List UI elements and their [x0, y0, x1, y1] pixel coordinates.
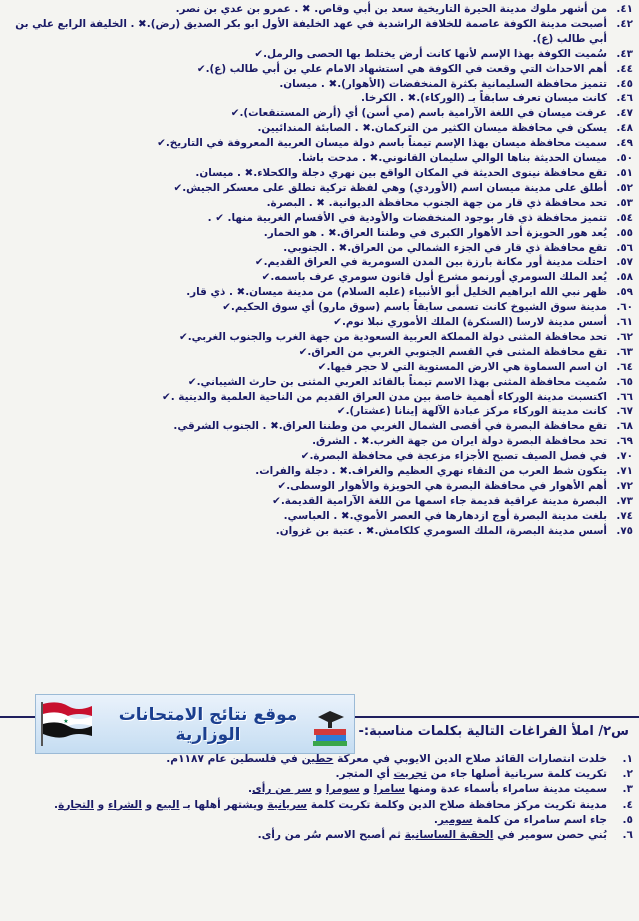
sentence-fragment: خلدت انتصارات القائد صلاح الدين الايوبي في معركة [333, 753, 607, 765]
item-number: ٦٨. [616, 420, 633, 433]
sentence-fragment: ويشتهر أهلها بـ [179, 798, 268, 811]
answer-word: سامرا [373, 783, 405, 796]
list-item [5, 449, 633, 464]
list-item [5, 196, 633, 211]
answer-word: التجارة [58, 798, 94, 811]
item-text: ان اسم السماوة هي الارض المستوية التي لا حجر فيها.✔ [317, 360, 607, 373]
sentence-fragment: و [311, 783, 326, 796]
item-text: عرفت ميسان في اللغة الآرامية باسم (مي أسن) أي (أرض المستنقعات).✔ [230, 107, 607, 120]
site-banner[interactable] [35, 694, 355, 754]
item-text: تتميز محافظة ذي قار بوجود المنخفضات والأودية في الأقسام الغربية منها. ✔ . [207, 211, 607, 224]
sentence-fragment: و [93, 798, 108, 811]
item-number: ٤٤. [616, 62, 633, 75]
sentence-fragment: جاء اسم سامراء من كلمة [472, 813, 607, 826]
list-item [5, 813, 633, 828]
item-text: مدينة سوق الشيوخ كانت تسمى سابقاً باسم (سوق مارو) أي سوق الحكيم.✔ [222, 301, 607, 314]
item-number: ٥. [622, 813, 633, 826]
item-number: ٤. [622, 798, 633, 811]
banner-title: موقع نتائج الامتحانات الوزارية [118, 705, 298, 745]
list-item [5, 17, 633, 47]
item-number: ٤٣. [616, 47, 633, 60]
list-item [5, 782, 633, 797]
item-number: ٥٥. [616, 226, 633, 239]
answer-word: سومير [437, 813, 473, 826]
item-number: ٥٤. [616, 211, 633, 224]
answer-word: تجريت [393, 768, 427, 781]
list-item [5, 767, 633, 782]
list-item [5, 77, 633, 92]
item-text: سميت محافظة ميسان بهذا الإسم تيمناً باسم دولة ميسان العربية المعروفة في التاريخ.✔ [157, 137, 607, 150]
list-item [5, 509, 633, 524]
list-item [5, 375, 633, 390]
question-2-title: س٢/ املأ الفراغات التالية بكلمات مناسبة:- [358, 724, 629, 739]
sentence-fragment: تكريت كلمة سريانية أصلها جاء من [426, 768, 607, 781]
list-item [5, 255, 633, 270]
list-item [5, 524, 633, 539]
list-item [5, 166, 633, 181]
list-item [5, 226, 633, 241]
item-number: ٥٢. [616, 181, 633, 194]
list-item [5, 121, 633, 136]
answer-word: الشراء [107, 798, 142, 811]
sentence-fragment: . [433, 813, 438, 826]
item-text: أهم الاحداث التي وقعت في الكوفة هي استشهاد الامام علي بن أبي طالب (ع).✔ [196, 62, 607, 75]
item-number: ٥٦. [616, 241, 633, 254]
item-text: أسس مدينة البصرة، الملك السومري كلكامش.✖ . عتبة بن غزوان. [275, 524, 607, 537]
item-text [5, 828, 607, 843]
item-number: ٦٧. [616, 405, 633, 418]
item-text: يُعد هور الحويزة أحد الأهوار الكبرى في وطننا العراق.✖ . هو الحمار. [263, 226, 607, 239]
item-number: ٥٩. [616, 286, 633, 299]
sentence-fragment: مدينة تكريت مركز محافظة صلاح الدين وكلمة تكريت كلمة [307, 798, 607, 811]
item-text: تقع محافظة البصرة في أقصى الشمال الغربي من وطننا العراق.✖ . الجنوب الشرقي. [173, 420, 607, 433]
item-number: ٦٩. [616, 435, 633, 448]
item-number: ٦٣. [616, 345, 633, 358]
item-number: ٣. [622, 783, 633, 796]
item-number: ٤٦. [616, 92, 633, 105]
item-number: ٦. [622, 829, 633, 842]
list-item [5, 752, 633, 767]
item-number: ٤٥. [616, 77, 633, 90]
list-item [5, 798, 633, 813]
item-text: تقع محافظة نينوى الحديثة في المكان الواقع بين نهري دجلة والكحلاء.✖ . ميسان. [195, 166, 607, 179]
item-text: تحد محافظة ذي قار من جهة الجنوب محافظة الديوانية. ✖ . البصرة. [266, 196, 607, 209]
item-number: ٥٧. [616, 256, 633, 269]
answer-word: الحقبة الساسانية [404, 829, 494, 842]
list-item [5, 285, 633, 300]
list-item [5, 479, 633, 494]
item-text: ميسان الحديثة بناها الوالي سليمان القانوني.✖ . مدحت باشا. [298, 152, 607, 165]
item-number: ٥١. [616, 166, 633, 179]
list-item [5, 404, 633, 419]
item-number: ٧٣. [616, 494, 633, 507]
answer-word: سريانية [267, 798, 308, 811]
list-item [5, 494, 633, 509]
answer-word: حطين [301, 753, 334, 765]
sentence-fragment: بُني حصن سومير في [493, 829, 607, 842]
iraq-flag-icon [38, 700, 94, 746]
list-item [5, 434, 633, 449]
list-item [5, 419, 633, 434]
item-number: ٤١. [616, 3, 633, 15]
item-number: ١. [622, 753, 633, 765]
item-number: ٤٩. [616, 137, 633, 150]
item-number: ٦٠. [616, 301, 633, 314]
list-item [5, 136, 633, 151]
list-item [5, 300, 633, 315]
item-number: ٦١. [616, 316, 633, 329]
sentence-fragment: و [359, 783, 374, 796]
sentence-fragment: . [247, 783, 252, 796]
answer-word: البيع [155, 798, 180, 811]
list-item [5, 390, 633, 405]
item-text: أسس مدينة لارسا (السنكرة) الملك الأموري نبلا نوم.✔ [333, 316, 607, 329]
sentence-fragment: ثم أصبح الاسم سُر من رأى. [257, 829, 405, 842]
item-text: تقع محافظة ذي قار في الجزء الشمالي من العراق.✖ . الجنوبي. [283, 241, 607, 254]
answer-word: سومرا [325, 783, 360, 796]
list-item [5, 315, 633, 330]
list-item [5, 360, 633, 375]
item-number: ٧٤. [616, 509, 633, 522]
sentence-fragment: أي المتجر. [335, 768, 394, 781]
item-number: ٧٠. [616, 450, 633, 463]
list-item [5, 330, 633, 345]
item-text: تقع محافظة المثنى في القسم الجنوبي الغربي من العراق.✔ [298, 345, 607, 358]
item-text: أصبحت مدينة الكوفة عاصمة للخلافة الراشدية في عهد الخليفة الأول ابو بكر الصديق (رض).✖ . الخليفة الرابع علي بن أبي طالب (ع). [15, 17, 607, 45]
item-text: يسكن في محافظة ميسان الكثير من التركمان.✖ . الصابئة المندائيين. [257, 122, 607, 135]
item-number: ٦٦. [616, 390, 633, 403]
list-item [5, 62, 633, 77]
item-text [5, 752, 607, 767]
list-item [5, 2, 633, 17]
item-number: ٦٤. [616, 360, 633, 373]
item-text: البصرة مدينة عراقية قديمة جاء اسمها من اللغة الآرامية القديمة.✔ [272, 494, 607, 507]
item-text: تتميز محافظة السليمانية بكثرة المنخفضات (الأهوار).✖ . ميسان. [279, 77, 607, 90]
item-number: ٤٧. [616, 107, 633, 120]
list-item [5, 106, 633, 121]
item-text: تحد محافظة المثنى دولة المملكة العربية السعودية من جهة الغرب والجنوب الغربي.✔ [179, 330, 607, 343]
svg-text:★: ★ [63, 718, 69, 725]
sentence-fragment: سميت مدينة سامراء بأسماء عدة ومنها [404, 783, 607, 796]
list-item [5, 91, 633, 106]
answer-word: سر من رأى [252, 783, 312, 796]
item-text: اكتسبت مدينة الوركاء أهمية خاصة بين مدن العراق القديم من الناحية العلمية والدينية .✔ [162, 390, 607, 403]
item-number: ٧١. [616, 465, 633, 478]
list-item [5, 181, 633, 196]
item-number: ٦٥. [616, 375, 633, 388]
item-text: أهم الأهوار في محافظة البصرة هي الحويزة والأهوار الوسطى.✔ [277, 480, 607, 492]
item-number: ٧٢. [616, 480, 633, 492]
item-text: بلغت مدينة البصرة أوج ازدهارها في العصر الأموي.✖ . العباسي. [283, 509, 607, 522]
item-number: ٥٣. [616, 196, 633, 209]
list-item [5, 241, 633, 256]
list-item [5, 345, 633, 360]
item-number: ٧٥. [616, 524, 633, 537]
item-text: كانت مدينة الوركاء مركز عبادة الآلهة إينانا (عشتار).✔ [336, 405, 607, 418]
item-text: تحد محافظة البصرة دولة ايران من جهة الغرب.✖ . الشرق. [312, 435, 607, 448]
item-text: يُعد الملك السومري أورنمو مشرع أول قانون سومري عرف باسمه.✔ [261, 271, 607, 284]
item-text [5, 798, 607, 813]
item-number: ٢. [622, 768, 633, 781]
list-item [5, 211, 633, 226]
sentence-fragment: في فلسطين عام ١١٨٧م. [166, 753, 302, 765]
item-text: ظهر نبي الله ابراهيم الخليل أبو الأنبياء (عليه السلام) من مدينة ميسان.✖ . ذي قار. [186, 286, 607, 299]
item-text: في فصل الصيف تصبح الأجزاء مزعجة في محافظة البصرة.✔ [300, 450, 607, 463]
item-text: سُميت محافظة المثنى بهذا الاسم تيمناً بالقائد العربي المثنى بن حارث الشيباني.✔ [187, 375, 607, 388]
item-text: من أشهر ملوك مدينة الحيرة التاريخية سعد بن أبي وقاص. ✖ . عمرو بن عدي بن نصر. [175, 3, 607, 15]
item-number: ٤٨. [616, 122, 633, 135]
list-item [5, 151, 633, 166]
books-icon [310, 703, 350, 747]
item-number: ٥٠. [616, 152, 633, 165]
item-text: احتلت مدينة أور مكانة بارزة بين المدن السومرية في العراق القديم.✔ [254, 256, 607, 269]
list-item [5, 828, 633, 843]
true-false-answers-list [5, 2, 633, 539]
item-text: كانت ميسان تعرف سابقاً بـ (الوركاء).✖ . الكرخا. [361, 92, 607, 105]
list-item [5, 270, 633, 285]
item-text [5, 782, 607, 797]
item-number: ٥٨. [616, 271, 633, 284]
item-number: ٤٢. [616, 17, 633, 30]
sentence-fragment: . [54, 798, 59, 811]
item-number: ٦٢. [616, 330, 633, 343]
item-text: سُميت الكوفة بهذا الإسم لأنها كانت أرض يختلط بها الحصى والرمل.✔ [254, 47, 607, 60]
list-item [5, 47, 633, 62]
item-text: أطلق على مدينة ميسان اسم (الأوردي) وهي لفظة تركية تطلق على معسكر الجيش.✔ [173, 181, 607, 194]
fill-in-blanks-list [5, 752, 633, 843]
list-item [5, 464, 633, 479]
sentence-fragment: و [141, 798, 156, 811]
item-text [5, 813, 607, 828]
item-text: يتكون شط العرب من التقاء نهري العظيم والغراف.✖ . دجلة والفرات. [255, 465, 607, 478]
item-text [5, 767, 607, 782]
